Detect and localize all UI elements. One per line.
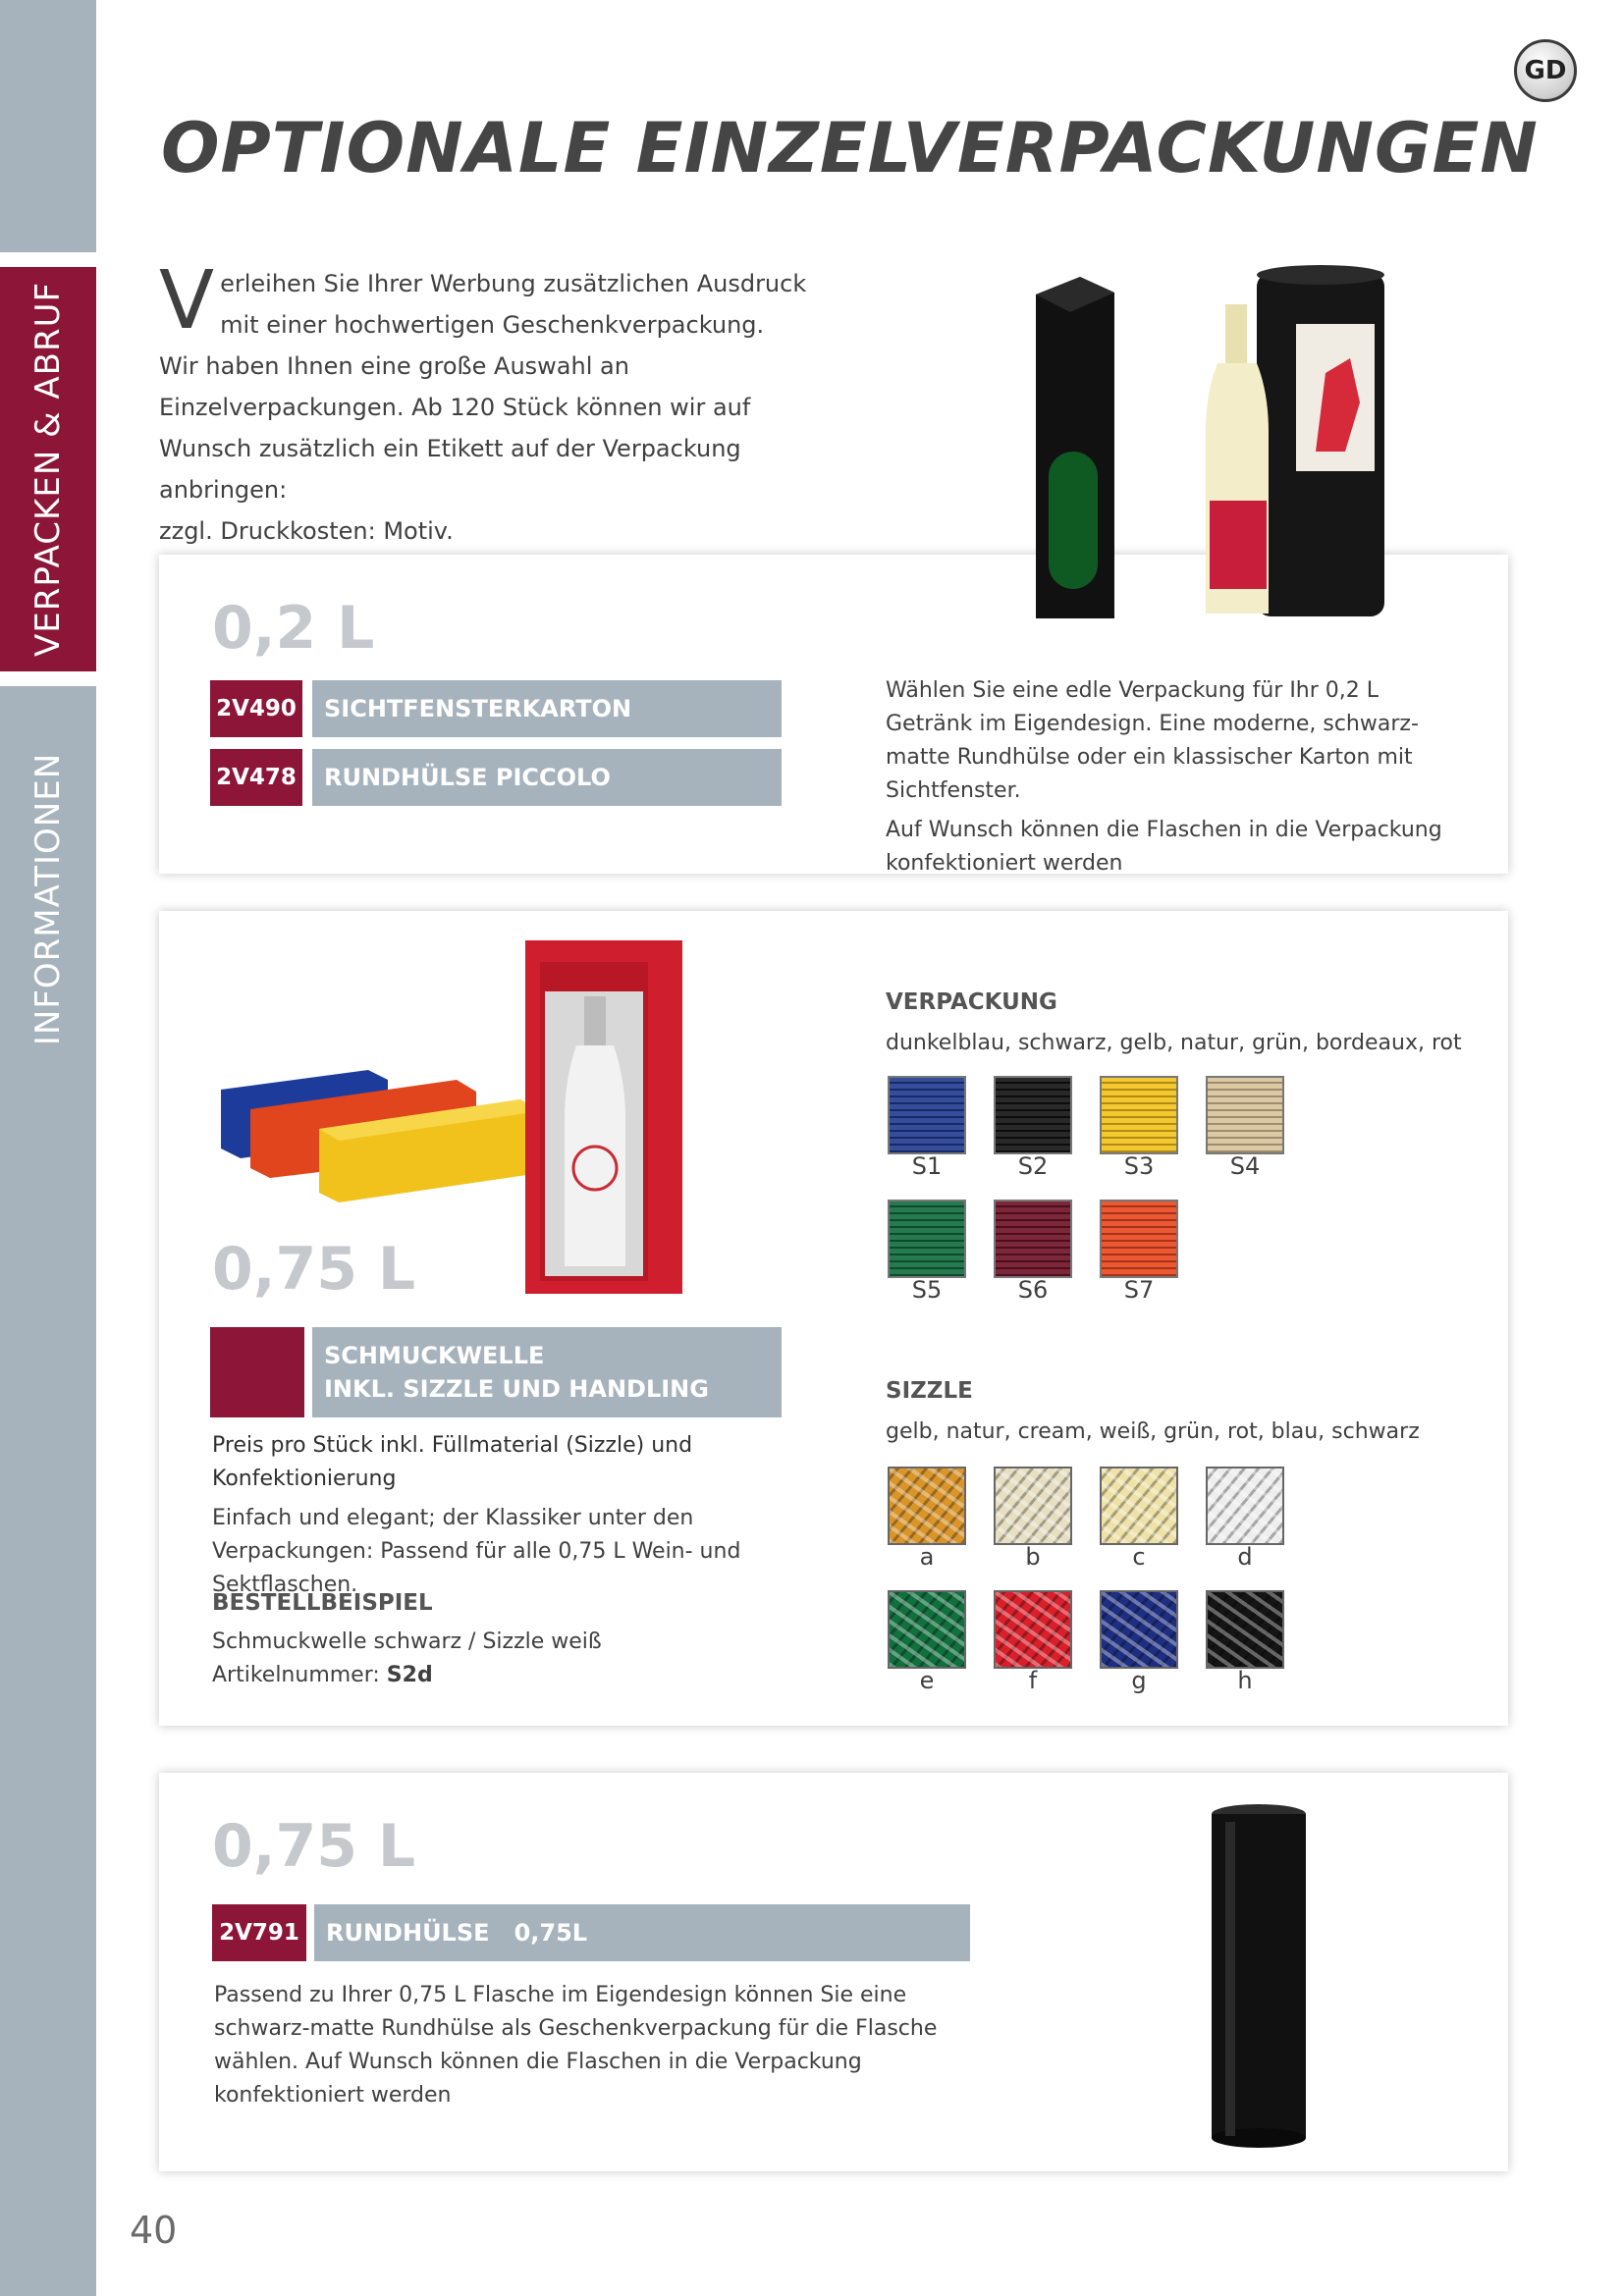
verpackung-colors: dunkelblau, schwarz, gelb, natur, grün, bordeaux, rot — [886, 1031, 1462, 1055]
verpackung-swatch-s2 — [994, 1076, 1072, 1154]
page-number: 40 — [130, 2209, 178, 2252]
card1-desc-2: Auf Wunsch können die Flaschen in die Verpackung konfektioniert werden — [886, 818, 1442, 876]
sizzle-swatch-label: b — [1025, 1543, 1041, 1571]
product-name-line-2: INKL. SIZZLE UND HANDLING — [324, 1375, 709, 1403]
intro-dropcap: V — [159, 254, 215, 347]
intro-line-2: Wir haben Ihnen eine große Auswahl an Einzelverpackungen. Ab 120 Stück können wir auf Wunsch zusätzlich ein Etikett auf der Verpackung anbringen: — [159, 352, 751, 504]
sizzle-swatch-g — [1100, 1590, 1178, 1669]
card3-description: Passend zu Ihrer 0,75 L Flasche im Eigendesign können Sie eine schwarz-matte Rundhülse als Geschenkverpackung für die Flasche wählen. Auf Wunsch können die Flaschen in die Verpackung konfektioniert werden — [214, 1983, 938, 2108]
product-name: RUNDHÜLSE PICCOLO — [312, 749, 782, 806]
sizzle-swatch-label: g — [1131, 1667, 1147, 1694]
sizzle-swatch-label: h — [1237, 1667, 1253, 1694]
brand-logo-icon: GD — [1514, 39, 1577, 102]
product-code: 2V791 — [212, 1904, 306, 1961]
size-label: 0,75 L — [212, 1812, 416, 1881]
page-title: OPTIONALE EINZELVERPACKUNGEN — [161, 108, 1539, 188]
product-name-line-1: SCHMUCKWELLE — [324, 1342, 545, 1369]
sidebar-top-block — [0, 0, 96, 252]
verpackung-swatch-s6 — [994, 1200, 1072, 1278]
sizzle-swatch-label: d — [1237, 1543, 1253, 1571]
intro-line-1: erleihen Sie Ihrer Werbung zusätzlichen Ausdruck mit einer hochwertigen Geschenkverpackung. — [220, 270, 807, 339]
intro-text — [159, 254, 846, 552]
verpackung-swatch-label: S5 — [911, 1276, 943, 1304]
product-image-piccolo-packaging — [1011, 255, 1404, 628]
verpackung-swatch-s1 — [888, 1076, 966, 1154]
verpackung-heading: VERPACKUNG — [886, 989, 1057, 1015]
sizzle-swatch-a — [888, 1467, 966, 1545]
intro-line-3: zzgl. Druckkosten: Motiv. — [159, 517, 454, 545]
product-image-schmuckwelle — [211, 923, 702, 1306]
verpackung-swatch-s7 — [1100, 1200, 1178, 1278]
size-label: 0,75 L — [212, 1235, 416, 1304]
verpackung-swatch-s5 — [888, 1200, 966, 1278]
sizzle-swatch-c — [1100, 1467, 1178, 1545]
verpackung-swatch-s4 — [1206, 1076, 1284, 1154]
card1-description — [886, 674, 1465, 886]
card-rundhuelse — [159, 1773, 1508, 2171]
card1-desc-1: Wählen Sie eine edle Verpackung für Ihr 0,2 L Getränk im Eigendesign. Eine moderne, schwarz-matte Rundhülse oder ein klassischer Karton mit Sichtfenster. — [886, 678, 1419, 803]
sizzle-swatch-d — [1206, 1467, 1284, 1545]
sizzle-swatch-label: a — [919, 1543, 935, 1571]
product-name — [312, 1327, 782, 1417]
size-label: 0,2 L — [212, 594, 375, 663]
sidebar-tab-verpacken-label: VERPACKEN & ABRUF — [28, 281, 68, 658]
sidebar-tab-informationen[interactable] — [0, 686, 96, 2296]
verpackung-swatch-label: S3 — [1123, 1152, 1155, 1180]
verpackung-swatch-label: S1 — [911, 1152, 943, 1180]
sidebar-tab-informationen-label: INFORMATIONEN — [28, 752, 68, 1046]
sizzle-heading: SIZZLE — [886, 1378, 973, 1404]
example-line: Schmuckwelle schwarz / Sizzle weiß — [212, 1629, 602, 1654]
product-image-rundhuelse — [1190, 1802, 1327, 2156]
sizzle-swatch-b — [994, 1467, 1072, 1545]
verpackung-swatch-label: S2 — [1017, 1152, 1049, 1180]
verpackung-swatch-label: S7 — [1123, 1276, 1155, 1304]
verpackung-swatch-label: S6 — [1017, 1276, 1049, 1304]
example-heading: BESTELLBEISPIEL — [212, 1590, 433, 1616]
article-number: Artikelnummer: S2d — [212, 1663, 433, 1687]
example-text — [212, 1626, 840, 1692]
verpackung-swatch-s3 — [1100, 1076, 1178, 1154]
product-code-block — [210, 1327, 304, 1417]
card2-price: Preis pro Stück inkl. Füllmaterial (Sizzle) und Konfektionierung — [212, 1433, 693, 1491]
verpackung-swatch-label: S4 — [1229, 1152, 1261, 1180]
product-code: 2V478 — [210, 749, 302, 806]
card2-desc: Einfach und elegant; der Klassiker unter den Verpackungen: Passend für alle 0,75 L Wein- und Sektflaschen. — [212, 1506, 741, 1597]
sidebar-tab-verpacken[interactable] — [0, 267, 96, 671]
card2-price-text — [212, 1429, 840, 1608]
sizzle-swatch-label: c — [1132, 1543, 1146, 1571]
product-name: RUNDHÜLSE 0,75L — [314, 1904, 970, 1961]
product-name: SICHTFENSTERKARTON — [312, 680, 782, 737]
sizzle-swatch-h — [1206, 1590, 1284, 1669]
sizzle-swatch-label: f — [1028, 1667, 1038, 1694]
article-number-value: S2d — [386, 1663, 433, 1687]
sizzle-swatch-f — [994, 1590, 1072, 1669]
sizzle-swatch-label: e — [919, 1667, 935, 1694]
sizzle-swatch-e — [888, 1590, 966, 1669]
sizzle-colors: gelb, natur, cream, weiß, grün, rot, blau, schwarz — [886, 1419, 1420, 1444]
product-code: 2V490 — [210, 680, 302, 737]
